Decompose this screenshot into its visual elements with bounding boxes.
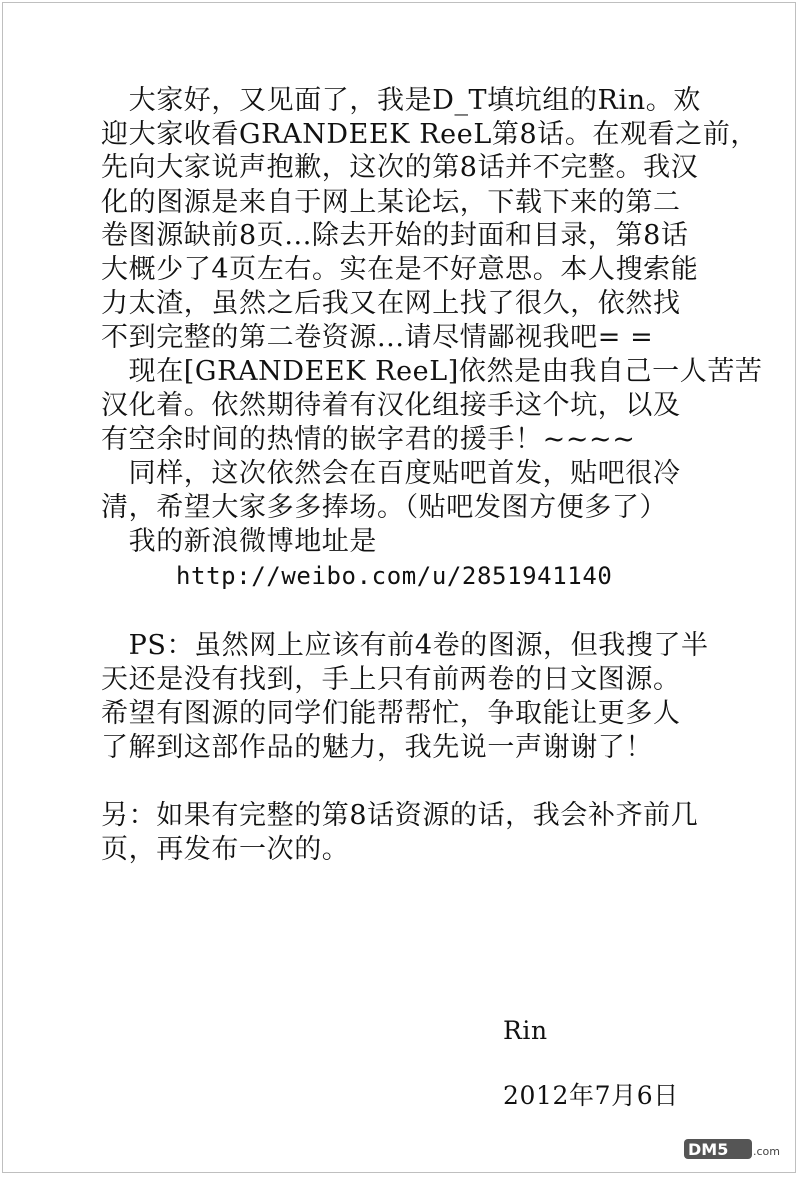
weibo-url: http://weibo.com/u/2851941140 <box>176 562 613 590</box>
ps-line: PS：虽然网上应该有前4卷的图源，但我搜了半 <box>101 630 709 661</box>
signature-name: Rin <box>503 1016 548 1045</box>
paragraph-line: 有空余时间的热情的嵌字君的援手！~~~~ <box>101 424 636 455</box>
paragraph-line: 大家好，又见面了，我是D_T填坑组的Rin。欢 <box>101 85 701 116</box>
paragraph-line: 现在[GRANDEEK ReeL]依然是由我自己一人苦苦 <box>101 356 763 387</box>
paragraph-line: 清，希望大家多多捧场。（贴吧发图方便多了） <box>101 492 668 523</box>
signature-date: 2012年7月6日 <box>503 1081 679 1110</box>
paragraph-line: 不到完整的第二卷资源...请尽情鄙视我吧= = <box>101 322 654 353</box>
ps-line: 了解到这部作品的魅力，我先说一声谢谢了！ <box>101 732 653 763</box>
paragraph-line: 同样，这次依然会在百度贴吧首发，贴吧很冷 <box>101 458 681 489</box>
paragraph-line: 大概少了4页左右。实在是不好意思。本人搜索能 <box>101 254 699 285</box>
paragraph-line: 迎大家收看GRANDEEK ReeL第8话。在观看之前， <box>101 119 759 150</box>
note-line: 页，再发布一次的。 <box>101 834 350 865</box>
svg-text:.com: .com <box>753 1145 780 1158</box>
ps-line: 天还是没有找到，手上只有前两卷的日文图源。 <box>101 664 681 695</box>
paragraph-line: 化的图源是来自于网上某论坛，下载下来的第二 <box>101 187 681 218</box>
paragraph-line: 卷图源缺前8页...除去开始的封面和目录，第8话 <box>101 220 689 251</box>
paragraph-line: 先向大家说声抱歉，这次的第8话并不完整。我汉 <box>101 152 699 183</box>
weibo-label: 我的新浪微博地址是 <box>101 526 377 557</box>
paragraph-line: 力太渣，虽然之后我又在网上找了很久，依然找 <box>101 288 681 319</box>
svg-text:DM5: DM5 <box>688 1140 729 1159</box>
dm5-logo <box>684 1137 790 1161</box>
ps-line: 希望有图源的同学们能帮帮忙，争取能让更多人 <box>101 698 681 729</box>
paragraph-line: 汉化着。依然期待着有汉化组接手这个坑，以及 <box>101 390 681 421</box>
note-line: 另：如果有完整的第8话资源的话，我会补齐前几 <box>101 800 699 831</box>
